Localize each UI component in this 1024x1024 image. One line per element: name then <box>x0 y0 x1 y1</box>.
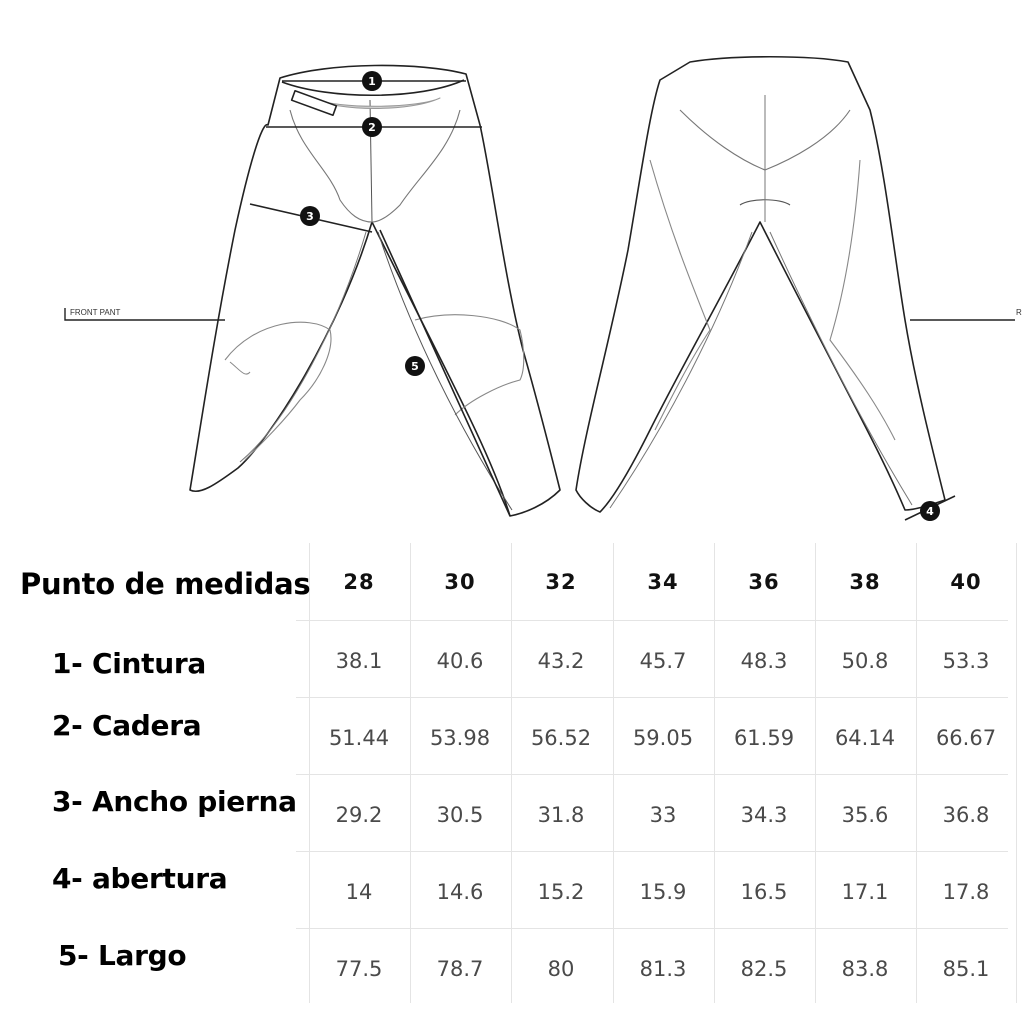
table-cell: 15.9 <box>639 880 687 904</box>
table-cell: 36.8 <box>942 803 990 827</box>
row-label-largo: 5- Largo <box>58 939 187 972</box>
marker-2 <box>362 117 382 137</box>
svg-text:1: 1 <box>368 75 376 88</box>
row-label-cadera: 2- Cadera <box>52 709 202 742</box>
table-cell: 34.3 <box>740 803 788 827</box>
row-label-cintura: 1- Cintura <box>52 647 206 680</box>
rear-pant-caption: R <box>1016 308 1022 317</box>
table-cell: 59.05 <box>632 726 694 750</box>
table-cell: 61.59 <box>733 726 795 750</box>
table-cell: 82.5 <box>740 957 788 981</box>
svg-text:3: 3 <box>306 210 314 223</box>
grid-line <box>296 620 1008 621</box>
table-cell: 17.8 <box>942 880 990 904</box>
table-title: Punto de medidas <box>20 567 311 601</box>
grid-line <box>714 543 715 1003</box>
size-table <box>0 543 1024 1003</box>
grid-line <box>1016 543 1017 1003</box>
length-measure-line <box>380 230 510 516</box>
table-cell: 16.5 <box>740 880 788 904</box>
table-cell: 64.14 <box>834 726 896 750</box>
table-cell: 43.2 <box>537 649 585 673</box>
size-header: 38 <box>849 570 881 594</box>
table-cell: 14.6 <box>436 880 484 904</box>
table-cell: 77.5 <box>335 957 383 981</box>
grid-line <box>296 928 1008 929</box>
table-cell: 38.1 <box>335 649 383 673</box>
grid-line <box>296 697 1008 698</box>
grid-line <box>296 851 1008 852</box>
marker-1 <box>362 71 382 91</box>
marker-5 <box>405 356 425 376</box>
table-cell: 40.6 <box>436 649 484 673</box>
front-left-knee <box>225 322 331 460</box>
row-label-abertura: 4- abertura <box>52 862 228 895</box>
table-cell: 56.52 <box>530 726 592 750</box>
table-cell: 85.1 <box>942 957 990 981</box>
table-cell: 66.67 <box>935 726 997 750</box>
table-cell: 83.8 <box>841 957 889 981</box>
table-cell: 78.7 <box>436 957 484 981</box>
size-header: 40 <box>950 570 982 594</box>
svg-text:4: 4 <box>926 505 934 518</box>
table-cell: 30.5 <box>436 803 484 827</box>
table-cell: 17.1 <box>841 880 889 904</box>
row-label-ancho-pierna: 3- Ancho pierna <box>52 785 297 818</box>
table-cell: 33 <box>649 803 677 827</box>
table-cell: 35.6 <box>841 803 889 827</box>
size-header: 36 <box>748 570 780 594</box>
size-header: 34 <box>647 570 679 594</box>
front-left-inseam <box>240 232 366 462</box>
front-pant-caption: FRONT PANT <box>70 308 121 317</box>
table-cell: 45.7 <box>639 649 687 673</box>
grid-line <box>296 774 1008 775</box>
table-cell: 29.2 <box>335 803 383 827</box>
table-cell: 53.98 <box>429 726 491 750</box>
table-cell: 31.8 <box>537 803 585 827</box>
grid-line <box>511 543 512 1003</box>
table-cell: 48.3 <box>740 649 788 673</box>
marker-4 <box>920 501 940 521</box>
table-cell: 81.3 <box>639 957 687 981</box>
grid-line <box>410 543 411 1003</box>
rear-right-panel <box>830 160 895 440</box>
rear-right-inseam <box>770 232 912 505</box>
table-cell: 15.2 <box>537 880 585 904</box>
svg-text:5: 5 <box>411 360 419 373</box>
svg-text:2: 2 <box>368 121 376 134</box>
table-cell: 50.8 <box>841 649 889 673</box>
rear-left-panel <box>650 160 710 430</box>
grid-line <box>613 543 614 1003</box>
waist-buckle <box>292 91 337 115</box>
table-cell: 51.44 <box>328 726 390 750</box>
rear-pant-outline <box>576 57 945 512</box>
grid-line <box>916 543 917 1003</box>
size-header: 28 <box>343 570 375 594</box>
marker-3 <box>300 206 320 226</box>
size-header: 30 <box>444 570 476 594</box>
grid-line <box>815 543 816 1003</box>
grid-line <box>309 543 310 1003</box>
size-header: 32 <box>545 570 577 594</box>
table-cell: 53.3 <box>942 649 990 673</box>
table-cell: 14 <box>345 880 373 904</box>
table-cell: 80 <box>547 957 575 981</box>
front-left-kneepad <box>230 362 250 374</box>
